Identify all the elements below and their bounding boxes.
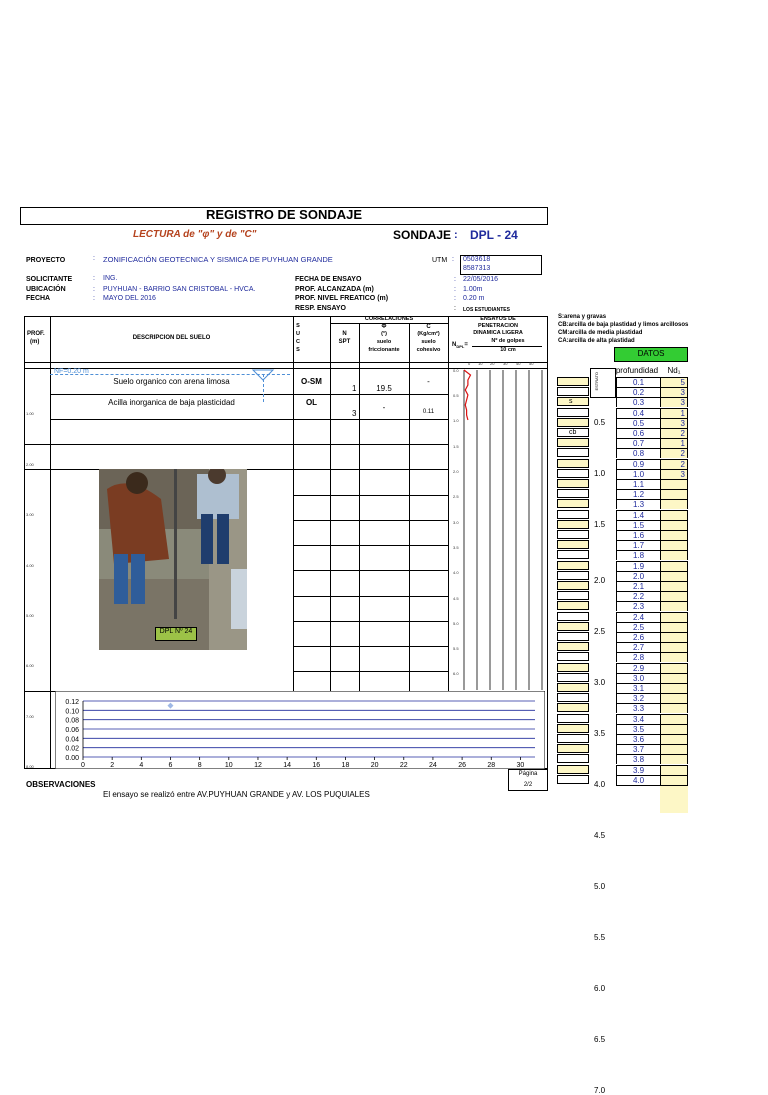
proyecto-label: PROYECTO bbox=[26, 257, 66, 264]
nd-cell bbox=[660, 489, 688, 499]
x-tick-label: 20 bbox=[370, 762, 379, 769]
profundidad-cell: 1.3 bbox=[616, 499, 660, 509]
nd-cell bbox=[660, 724, 688, 734]
nd-cell: 3 bbox=[660, 469, 688, 479]
field-photo-illustration bbox=[99, 469, 247, 650]
fecha-ensayo-label: FECHA DE ENSAYO bbox=[295, 276, 362, 283]
strata-cell bbox=[557, 459, 589, 468]
depth-mark: 1.0 bbox=[594, 468, 606, 478]
head-descripcion: DESCRIPCION DEL SUELO bbox=[132, 335, 211, 341]
head-penetracion: PENETRACION bbox=[477, 323, 519, 329]
depth-mark: 5.0 bbox=[594, 881, 606, 891]
depth-mark: 6.5 bbox=[594, 1034, 606, 1044]
nd-cell bbox=[660, 479, 688, 489]
nd-cell bbox=[660, 499, 688, 509]
dpl-side-tick: 4.5 bbox=[453, 596, 459, 601]
nd-cell: 2 bbox=[660, 459, 688, 469]
strata-cell bbox=[557, 387, 589, 396]
strata-cell bbox=[557, 775, 589, 784]
row-rule bbox=[293, 671, 448, 672]
strata-cell bbox=[557, 591, 589, 600]
nd-cell bbox=[660, 734, 688, 744]
strata-cell bbox=[557, 652, 589, 661]
y-tick-label: 0.12 bbox=[65, 699, 79, 706]
legend-line-1: S:arena y gravas bbox=[558, 314, 607, 320]
depth-mark: 6.0 bbox=[594, 983, 606, 993]
profundidad-cell: 3.9 bbox=[616, 765, 660, 775]
profundidad-cell: 3.3 bbox=[616, 703, 660, 713]
dpl-side-tick: 5.0 bbox=[453, 621, 459, 626]
strata-cell bbox=[557, 744, 589, 753]
layer-2-desc: Acilla inorganica de baja plasticidad bbox=[108, 398, 235, 407]
y-tick-label: 0.10 bbox=[65, 708, 79, 716]
layer-1-n: 1 bbox=[352, 384, 357, 393]
depth-mark: 2.0 bbox=[594, 575, 606, 585]
depth-tick: 1.00 bbox=[26, 411, 34, 416]
row-rule bbox=[293, 495, 448, 496]
head-c-unit: (Kg/cm²) bbox=[417, 331, 440, 337]
head-c: C bbox=[426, 324, 431, 330]
row-rule bbox=[293, 646, 448, 647]
nd-cell: 3 bbox=[660, 387, 688, 397]
fecha-ensayo-value: 22/05/2016 bbox=[463, 276, 499, 283]
profundidad-cell: 2.6 bbox=[616, 632, 660, 642]
correlation-chart-svg bbox=[55, 691, 545, 769]
depth-mark: 3.5 bbox=[594, 728, 606, 738]
x-tick-label: 4 bbox=[139, 762, 144, 769]
page-title: REGISTRO DE SONDAJE bbox=[205, 207, 363, 222]
dpl-side-tick: 1.5 bbox=[453, 444, 459, 449]
head-correlaciones: CORRELACIONES bbox=[364, 316, 414, 322]
head-cohesivo: cohesivo bbox=[416, 347, 441, 353]
dpl-side-tick: 2.0 bbox=[453, 469, 459, 474]
head-prof: PROF. bbox=[27, 331, 45, 337]
observaciones-label: OBSERVACIONES bbox=[26, 780, 96, 789]
prof-alcanzada-value: 1.00m bbox=[463, 286, 483, 293]
strata-cell bbox=[557, 632, 589, 641]
profundidad-cell: 3.0 bbox=[616, 673, 660, 683]
depth-mark: 0.5 bbox=[594, 417, 606, 427]
layer-1-sucs: O-SM bbox=[301, 377, 322, 386]
strata-cell bbox=[557, 693, 589, 702]
fecha-ensayo-colon: : bbox=[454, 276, 456, 283]
table-bottom-rule bbox=[616, 785, 688, 786]
nd-cell: 3 bbox=[660, 397, 688, 407]
profundidad-cell: 0.6 bbox=[616, 428, 660, 438]
profundidad-cell: 2.9 bbox=[616, 663, 660, 673]
col-rule-desc bbox=[293, 316, 294, 691]
depth-mark: 5.5 bbox=[594, 932, 606, 942]
nd-cell: 2 bbox=[660, 428, 688, 438]
col-rule-n bbox=[359, 323, 360, 691]
nd-cell: 3 bbox=[660, 418, 688, 428]
profundidad-cell: 3.4 bbox=[616, 714, 660, 724]
head-phi-unit: (°) bbox=[381, 331, 387, 337]
x-tick-label: 24 bbox=[429, 762, 437, 769]
pagina-value: 2/2 bbox=[523, 782, 533, 788]
strata-cell bbox=[557, 397, 589, 406]
dpl-top-tick: 10 bbox=[478, 361, 483, 366]
nd-cell bbox=[660, 530, 688, 540]
x-tick-label: 10 bbox=[224, 762, 233, 769]
utm-e: 0503618 bbox=[463, 256, 491, 263]
dpl-top-tick: 0 bbox=[468, 361, 471, 366]
nd-cell bbox=[660, 775, 688, 785]
x-tick-label: 26 bbox=[458, 762, 466, 769]
fecha-value: MAYO DEL 2016 bbox=[103, 295, 156, 302]
strata-cell bbox=[557, 724, 589, 733]
dpl-top-tick: 40 bbox=[516, 361, 521, 366]
sondaje-colon: : bbox=[454, 229, 458, 241]
nd-cell bbox=[660, 642, 688, 652]
nd-cell bbox=[660, 703, 688, 713]
dpl-chart-svg bbox=[462, 368, 544, 690]
profundidad-cell: 0.4 bbox=[616, 408, 660, 418]
dpl-side-tick: 0.0 bbox=[453, 368, 459, 373]
strata-cell bbox=[557, 438, 589, 447]
nd-cell bbox=[660, 754, 688, 764]
nd-cell bbox=[660, 510, 688, 520]
layer-1-top bbox=[50, 394, 448, 395]
sondaje-label: SONDAJE bbox=[393, 228, 452, 242]
layer-1-c: - bbox=[427, 377, 430, 386]
profundidad-cell: 1.0 bbox=[616, 469, 660, 479]
strata-cell bbox=[557, 448, 589, 457]
y-tick-label: 0.08 bbox=[65, 717, 79, 725]
datos-label: DATOS bbox=[637, 349, 665, 358]
nivel-freatico-colon: : bbox=[454, 295, 456, 302]
dpl-side-tick: 3.5 bbox=[453, 545, 459, 550]
strata-code: cb bbox=[569, 429, 577, 436]
legend-line-3: CM:arcilla de media plastidad bbox=[558, 330, 643, 336]
utm-n: 8587313 bbox=[463, 265, 491, 272]
nd-cell bbox=[660, 673, 688, 683]
profundidad-cell: 1.8 bbox=[616, 550, 660, 560]
depth-tick: 2.00 bbox=[26, 462, 34, 467]
estrato-label: ESTRATO bbox=[594, 372, 599, 391]
sondaje-code: DPL - 24 bbox=[470, 228, 518, 242]
depth-tick: 5.00 bbox=[26, 613, 34, 618]
strata-cell bbox=[557, 520, 589, 529]
profundidad-cell: 1.2 bbox=[616, 489, 660, 499]
nd-cell bbox=[660, 540, 688, 550]
strata-cell bbox=[557, 571, 589, 580]
profundidad-cell: 1.9 bbox=[616, 561, 660, 571]
utm-label: UTM bbox=[432, 257, 448, 264]
profundidad-cell: 2.8 bbox=[616, 652, 660, 662]
nd-cell bbox=[660, 652, 688, 662]
row-rule bbox=[293, 545, 448, 546]
correlation-chart bbox=[55, 691, 545, 769]
y-tick-label: 0.02 bbox=[65, 745, 79, 753]
profundidad-cell: 0.2 bbox=[616, 387, 660, 397]
nd-cell bbox=[660, 622, 688, 632]
nd-cell: 5 bbox=[660, 377, 688, 387]
profundidad-cell: 2.4 bbox=[616, 612, 660, 622]
profundidad-cell: 2.2 bbox=[616, 591, 660, 601]
nd-cell bbox=[660, 744, 688, 754]
proyecto-colon: : bbox=[93, 255, 95, 262]
dpl-top-tick: 20 bbox=[490, 361, 495, 366]
strata-cell bbox=[557, 601, 589, 610]
depth-mark: 4.0 bbox=[594, 779, 606, 789]
head-ensayos: ENSAYOS DE bbox=[480, 316, 516, 322]
subtitle: LECTURA de "φ" y de "C" bbox=[133, 229, 257, 240]
head-prof-unit: (m) bbox=[30, 339, 40, 345]
strata-cell bbox=[557, 612, 589, 621]
nd-cell bbox=[660, 601, 688, 611]
strata-cell bbox=[557, 479, 589, 488]
y-tick-label: 0.06 bbox=[65, 727, 79, 734]
col-rule-sucs bbox=[330, 316, 331, 691]
nd-cell bbox=[660, 693, 688, 703]
nd-cell bbox=[660, 550, 688, 560]
nd-cell bbox=[660, 591, 688, 601]
solicitante-value: ING. bbox=[103, 275, 118, 282]
x-tick-label: 16 bbox=[312, 762, 321, 769]
nd-cell bbox=[660, 714, 688, 724]
strata-cell bbox=[557, 683, 589, 692]
head-phi: Φ bbox=[381, 324, 387, 330]
head-ndpl-n: N bbox=[452, 342, 457, 348]
x-tick-label: 0 bbox=[81, 762, 85, 769]
strata-cell bbox=[557, 418, 589, 427]
strata-cell bbox=[557, 734, 589, 743]
strata-cell bbox=[557, 673, 589, 682]
depth-tick: 8.00 bbox=[26, 764, 34, 769]
row-rule bbox=[24, 444, 448, 445]
profundidad-cell: 1.7 bbox=[616, 540, 660, 550]
head-ndpl: $N_{DPL}=$ bbox=[452, 342, 468, 350]
strata-cell bbox=[557, 714, 589, 723]
depth-tick: 3.00 bbox=[26, 512, 34, 517]
dpl-side-tick: 1.0 bbox=[453, 418, 459, 423]
col-rule-c bbox=[448, 316, 449, 691]
x-tick-label: 2 bbox=[110, 762, 115, 769]
layer-2-sucs: OL bbox=[305, 398, 318, 407]
profundidad-cell: 3.7 bbox=[616, 744, 660, 754]
dpl-side-tick: 4.0 bbox=[453, 570, 459, 575]
y-tick-label: 0.04 bbox=[65, 736, 79, 744]
nivel-freatico-value: 0.20 m bbox=[463, 295, 485, 302]
ubicacion-label: UBICACIÓN bbox=[26, 286, 66, 293]
strata-cell bbox=[557, 663, 589, 672]
proyecto-value: ZONIFICACIÓN GEOTECNICA Y SISMICA DE PUYHUAN GRANDE bbox=[103, 255, 333, 264]
profundidad-cell: 3.6 bbox=[616, 734, 660, 744]
solicitante-label: SOLICITANTE bbox=[26, 276, 73, 283]
dpl-side-tick: 2.5 bbox=[453, 494, 459, 499]
profundidad-cell: 3.8 bbox=[616, 754, 660, 764]
water-table-icon bbox=[251, 369, 275, 381]
head-friccionante: friccionante bbox=[368, 347, 400, 353]
ubicacion-value: PUYHUAN - BARRIO SAN CRISTOBAL - HVCA. bbox=[103, 286, 256, 293]
solicitante-colon: : bbox=[93, 275, 95, 282]
strata-cell bbox=[557, 530, 589, 539]
profundidad-cell: 4.0 bbox=[616, 775, 660, 785]
strata-cell bbox=[557, 754, 589, 763]
nd-cell bbox=[660, 683, 688, 693]
fecha-label: FECHA bbox=[26, 295, 51, 302]
y-tick-label: 0.00 bbox=[65, 755, 79, 762]
col-profundidad-header: profundidad bbox=[615, 366, 659, 375]
nd-cell bbox=[660, 561, 688, 571]
resp-colon: : bbox=[454, 305, 456, 312]
profundidad-cell: 0.5 bbox=[616, 418, 660, 428]
profundidad-cell: 0.7 bbox=[616, 438, 660, 448]
depth-mark: 7.0 bbox=[594, 1085, 606, 1095]
resp-value: LOS ESTUDIANTES bbox=[463, 307, 510, 313]
strata-cell bbox=[557, 642, 589, 651]
dpl-side-tick: 3.0 bbox=[453, 520, 459, 525]
strata-cell bbox=[557, 408, 589, 417]
head-n: N bbox=[342, 331, 347, 337]
head-cm: 10 cm bbox=[500, 347, 516, 353]
nd-cell bbox=[660, 581, 688, 591]
utm-colon: : bbox=[452, 256, 454, 263]
profundidad-cell: 1.6 bbox=[616, 530, 660, 540]
layer-1-desc: Suelo organico con arena limosa bbox=[113, 377, 230, 386]
profundidad-cell: 1.4 bbox=[616, 510, 660, 520]
nd-cell bbox=[660, 765, 688, 775]
nd-cell bbox=[660, 571, 688, 581]
strata-cell bbox=[557, 489, 589, 498]
strata-cell bbox=[557, 499, 589, 508]
profundidad-cell: 3.2 bbox=[616, 693, 660, 703]
depth-tick: 6.00 bbox=[26, 663, 34, 668]
row-rule bbox=[293, 596, 448, 597]
layer-2-n: 3 bbox=[352, 409, 357, 418]
layer-1-phi: 19.5 bbox=[376, 384, 392, 393]
depth-tick: 4.00 bbox=[26, 563, 34, 568]
x-tick-label: 8 bbox=[197, 762, 202, 769]
depth-mark: 4.5 bbox=[594, 830, 606, 840]
legend-line-2: CB:arcilla de baja plastidad y limos arcillosos bbox=[558, 322, 689, 328]
profundidad-cell: 1.5 bbox=[616, 520, 660, 530]
nd-cell bbox=[660, 632, 688, 642]
depth-mark: 3.0 bbox=[594, 677, 606, 687]
x-tick-label: 30 bbox=[516, 762, 525, 769]
layer-2-bottom bbox=[50, 419, 448, 420]
strata-cell bbox=[557, 377, 589, 386]
strata-cell bbox=[557, 581, 589, 590]
strata-cell bbox=[557, 510, 589, 519]
resp-label: RESP. ENSAYO bbox=[295, 305, 346, 312]
profundidad-cell: 2.5 bbox=[616, 622, 660, 632]
depth-mark: 2.5 bbox=[594, 626, 606, 636]
x-tick-label: 14 bbox=[283, 762, 292, 769]
depth-mark: 1.5 bbox=[594, 519, 606, 529]
strata-cell bbox=[557, 765, 589, 774]
dpl-top-tick: 50 bbox=[529, 361, 534, 366]
water-table-label: NF=0.20 m bbox=[54, 368, 89, 375]
dpl-blow-trace bbox=[464, 370, 471, 420]
profundidad-cell: 0.8 bbox=[616, 448, 660, 458]
strata-cell bbox=[557, 469, 589, 478]
profundidad-cell: 2.1 bbox=[616, 581, 660, 591]
nivel-freatico-label: PROF. NIVEL FREATICO (m) bbox=[295, 295, 389, 302]
layer-2-c: 0.11 bbox=[422, 409, 435, 415]
photo-tag-label: DPL Nº 24 bbox=[159, 628, 193, 635]
dpl-top-tick: 30 bbox=[503, 361, 508, 366]
ubicacion-colon: : bbox=[93, 286, 95, 293]
fecha-colon: : bbox=[93, 295, 95, 302]
x-tick-label: 12 bbox=[254, 762, 262, 769]
depth-tick: 7.00 bbox=[26, 714, 34, 719]
profundidad-cell: 0.3 bbox=[616, 397, 660, 407]
x-tick-label: 22 bbox=[399, 762, 408, 769]
profundidad-cell: 3.5 bbox=[616, 724, 660, 734]
profundidad-cell: 1.1 bbox=[616, 479, 660, 489]
dpl-side-tick: 0.5 bbox=[453, 393, 459, 398]
row-rule bbox=[293, 520, 448, 521]
profundidad-cell: 3.1 bbox=[616, 683, 660, 693]
field-photo bbox=[99, 469, 247, 650]
head-dinamica: DINAMICA LIGERA bbox=[473, 330, 523, 336]
pagina-label: Página bbox=[518, 771, 538, 777]
head-golpes: Nº de golpes bbox=[491, 338, 525, 344]
strata-cell bbox=[557, 622, 589, 631]
head-ndpl-sub: DPL bbox=[456, 344, 465, 350]
profundidad-cell: 0.9 bbox=[616, 459, 660, 469]
prof-alcanzada-colon: : bbox=[454, 286, 456, 293]
nd-cell bbox=[660, 612, 688, 622]
profundidad-cell: 2.7 bbox=[616, 642, 660, 652]
head-suelo-1: suelo bbox=[376, 339, 392, 345]
nd-cell bbox=[660, 520, 688, 530]
x-tick-label: 18 bbox=[341, 762, 350, 769]
strata-cell bbox=[557, 550, 589, 559]
x-tick-label: 6 bbox=[168, 762, 173, 769]
row-rule bbox=[293, 621, 448, 622]
dpl-chart bbox=[462, 368, 544, 690]
profundidad-cell: 0.1 bbox=[616, 377, 660, 387]
legend-line-4: CA:arcilla de alta plastidad bbox=[558, 338, 635, 344]
strata-code: s bbox=[569, 398, 573, 406]
strata-cell bbox=[557, 703, 589, 712]
head-suelo-2: suelo bbox=[421, 339, 436, 345]
x-tick-label: 28 bbox=[487, 762, 496, 769]
profundidad-cell: 2.3 bbox=[616, 601, 660, 611]
profundidad-cell: 2.0 bbox=[616, 571, 660, 581]
col-nd-header: Nd₁ bbox=[667, 366, 681, 375]
head-sucs: S U C S bbox=[296, 323, 300, 353]
row-rule bbox=[293, 570, 448, 571]
observaciones-text: El ensayo se realizó entre AV.PUYHUAN GRANDE y AV. LOS PUQUIALES bbox=[103, 790, 370, 799]
nd-cell: 2 bbox=[660, 448, 688, 458]
dpl-side-tick: 6.0 bbox=[453, 671, 459, 676]
strata-cell bbox=[557, 540, 589, 549]
head-spt: SPT bbox=[338, 339, 351, 345]
nd-cell bbox=[660, 663, 688, 673]
nd-cell: 1 bbox=[660, 408, 688, 418]
strata-cell bbox=[557, 561, 589, 570]
prof-alcanzada-label: PROF. ALCANZADA (m) bbox=[295, 286, 374, 293]
layer-2-phi: - bbox=[382, 403, 386, 412]
dpl-side-tick: 5.5 bbox=[453, 646, 459, 651]
nd-cell: 1 bbox=[660, 438, 688, 448]
